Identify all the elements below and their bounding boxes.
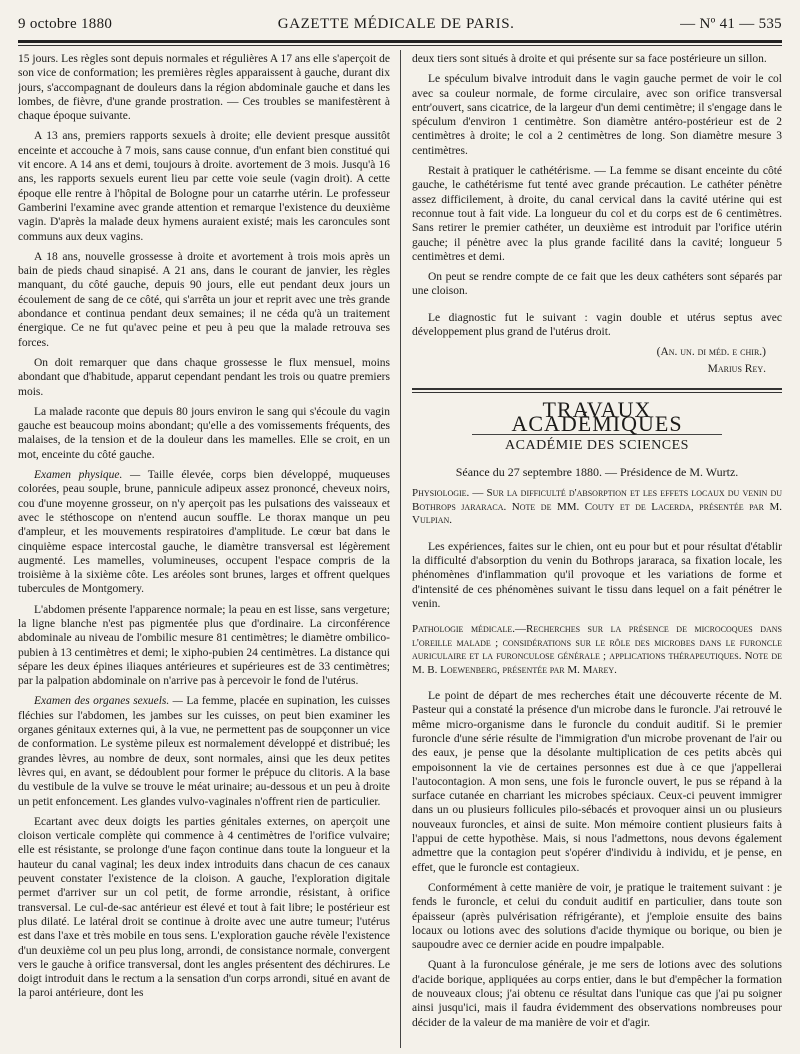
source-citation: (An. un. di méd. e chir.) bbox=[656, 346, 766, 359]
seance-line: Séance du 27 septembre 1880. — Présidence de M. Wurtz. bbox=[455, 464, 739, 479]
paragraph-text: La femme, placée en supination, les cuisses fléchies sur l'abdomen, les jambes sur les cuisses, on peut bien examiner les organes génitaux externes qui, à la vue, ne permettent pas de soupçonner un vice de conformation. Le système pileux est normalement développé et distribué; les grandes lèvres, au nombre de deux, sont normales, ainsi que les deux petites lèvres qui, en avant, se dédoublent pour former le prépuce du clitoris. A la base du vestibule de la vulve se trouve le méat urinaire; au-dessous et un peu à droite un petit enfoncement. Les glandes vulvo-vaginales n'offrent rien de particulier. bbox=[18, 695, 390, 808]
section-rule-thick bbox=[412, 388, 782, 390]
paragraph-text: Taille élevée, corps bien développé, muqueuses colorées, peau souple, brune, pannicule adipeux assez prononcé, cheveux noirs, cou d'une moyenne grosseur, on n'y aperçoit pas les pulsations des vaisseaux et avec le stéthoscope on n'entend aucun souffle. Le thorax manque un peu d'ampleur, et les mouvements respiratoires d'amplitude. Le cœur bat dans le cinquième espace intercostal gauche, le diamètre transversal est légèrement augmenté. Les mamelles, volumineuses, occupent l'espace compris de la troisième à la sixième côte. Les aréoles sont brunes, larges et offrent quelques tubercules de Montgomery. bbox=[18, 469, 390, 596]
author-signature: Marius Rey. bbox=[707, 362, 766, 375]
paragraph: La malade raconte que depuis 80 jours environ le sang qui s'écoule du vagin gauche est beaucoup moins abondant; qu'elle a des vomissements fréquents, des malaises, de la tension et de la douleur dans les mamelles. Elle se croit, en un mot, enceinte du côté gauche. bbox=[18, 405, 390, 461]
header-rule-thin bbox=[18, 45, 782, 46]
header-date: 9 octobre 1880 bbox=[18, 16, 113, 32]
header-page-number: — Nº 41 — 535 bbox=[680, 16, 782, 32]
section-subtitle: ACADÉMIE DES SCIENCES bbox=[505, 437, 689, 453]
paragraph: Conformément à cette manière de voir, je pratique le traitement suivant : je fends le furoncle, et celui du conduit auditif en particulier, dans toute son épaisseur (après pulvérisation réfrigérante), et j'emploie ensuite des bains locaux ou lotions avec des solutions d'acide thymique ou borique, ou bien je saupoudre avec ce dernier acide en poudre impalpable. bbox=[412, 881, 782, 952]
header-rule-thick bbox=[18, 40, 782, 43]
paragraph: deux tiers sont situés à droite et qui présente sur sa face postérieure un sillon. bbox=[412, 53, 767, 65]
section-rule-thin bbox=[412, 392, 782, 393]
paragraph: Quant à la furonculose générale, je me sers de lotions avec des solutions d'acide borique, appliquées au corps entier, dans le but d'empêcher la formation de nouveaux clous; j'ai obtenu ce résultat dans l'unique cas que j'ai pu soigner ainsi jusqu'ici, mais il faudra évidemment des observations nombreuses pour décider de la valeur de ma manière de voir et d'agir. bbox=[412, 959, 782, 1029]
section-title: TRAVAUX ACADÉMIQUES bbox=[472, 403, 722, 435]
paragraph: Restait à pratiquer le cathétérisme. — La femme se disant enceinte du côté gauche, le cathétérisme fut tenté avec grande précaution. Le cathéter pénètre assez difficilement, à droite, du canal cervical dans la cavité utérine qui est reconnue tout à fait vide. La longueur du col et du corps est de 6 centimètres. Sans retirer le premier cathéter, un deuxième est introduit par l'orifice utérin gauche; il pénètre avec la plus grande facilité dans la cavité; longueur 5 centimètres et demi. bbox=[412, 165, 782, 263]
paragraph: A 18 ans, nouvelle grossesse à droite et avortement à trois mois après un bain de pieds chaud sinapisé. A 21 ans, dans le courant de janvier, les règles manquant, du côté gauche, depuis 90 jours, elle eut pendant deux jours un écoulement de sang de ce côté, qui s'arrêta un jour et reprit avec une très grande abondance et continua pendant deux semaines; il ne céda qu'à un traitement énergique. Ce ne fut qu'avec peine et peu à peu que la malade retrouva ses forces. bbox=[18, 250, 390, 349]
left-column bbox=[18, 52, 390, 1046]
paragraph: 15 jours. Les règles sont depuis normales et régulières A 17 ans elle s'aperçoit de son vice de conformation; les premières règles apparaissent à gauche, durant dix jours, s'accompagnant de douleurs dans la région abdominale gauche et dans les lombes, de fièvre, d'une grande prostration. — Ces troubles se manifestèrent à chaque époque suivante. bbox=[18, 53, 390, 123]
paragraph: On doit remarquer que dans chaque grossesse le flux mensuel, moins abondant que d'habitude, apparut cependant pendant les trois ou quatre premiers mois. bbox=[18, 356, 390, 398]
run-in-heading: Examen des organes sexuels. — bbox=[34, 695, 183, 708]
paragraph: Ecartant avec deux doigts les parties génitales externes, on aperçoit une cloison verticale complète qui commence à 4 centimètres de l'orifice vulvaire; elle est résistante, se prolonge d'une façon continue dans toute la longueur et la hauteur du canal vaginal; les deux index introduits dans chacun de ces canaux peuvent constater l'existence de la cloison. A gauche, l'exploration digitale permet d'arriver sur un col petit, de forme arrondie, résistant, à orifice transversal. Le cul-de-sac antérieur est élevé et tout à fait libre; le postérieur est plus dilaté. Le latéral droit se continue à droite avec une autre tumeur; l'utérus est dans l'axe et très mobile en tous sens. L'exploration gauche révèle l'existence d'un deuxième col un peu plus long, arrondi, de consistance normale, convergent vers le gauche à orifice transversal, dont les angles présentent des déchirures. Le doigt introduit dans le rectum a la sensation d'un corps arrondi, situé en avant de la paroi antérieure, dont les bbox=[18, 815, 390, 1000]
right-column bbox=[412, 52, 782, 1046]
paragraph-exam-organes bbox=[18, 694, 390, 808]
entry-heading: Pathologie médicale.—Recherches sur la présence de microcoques dans l'oreille malade ; considérations sur le rôle des microbes dans le furoncle auriculaire et la furonculose générale ; applications thérapeutiques. Note de M. B. Loewenberg, présentée par M. Marey. bbox=[412, 623, 782, 676]
paragraph-exam-physique bbox=[18, 468, 390, 597]
paragraph: On peut se rendre compte de ce fait que les deux cathéters sont séparés par une cloison. bbox=[412, 271, 782, 298]
running-header bbox=[18, 16, 782, 38]
paragraph: L'abdomen présente l'apparence normale; la peau en est lisse, sans vergeture; la ligne blanche n'est pas pigmentée plus que d'ordinaire. La circonférence abdominale au niveau de l'ombilic mesure 81 centimètres; le diamètre ombilico-pubien à 13 centimètres et demi; le xipho-pubien 24 centimètres. La distance qui sépare les deux épines iliaques antérieures et supérieures est de 33 centimètres; par la palpation abdominale on n'arrive pas à percevoir le fond de l'utérus. bbox=[18, 603, 390, 688]
entry-heading: Physiologie. — Sur la difficulté d'absorption et les effets locaux du venin du Bothrops jararaca. Note de MM. Couty et de Lacerda, présentée par M. Vulpian. bbox=[412, 487, 782, 527]
paragraph: Les expériences, faites sur le chien, ont eu pour but et pour résultat d'établir la difficulté d'absorption du venin du Bothrops jararaca, sa fixation locale, les phénomènes d'inflammation qu'il provoque et les variations de forme et d'intensité de ces phénomènes suivant le tissu dans lequel on a fait pénétrer le venin. bbox=[412, 540, 782, 610]
paragraph: Le point de départ de mes recherches était une découverte récente de M. Pasteur qui a constaté la présence d'un microbe dans le furoncle. J'ai retrouvé le même micro-organisme dans le furoncle du conduit auditif. Si le premier furoncle d'une série résulte de l'immigration d'un microbe provenant de l'air ou des eaux, je pense que la désolante multiplication de ces petits abcès qui empoisonnent la vie de certaines personnes est due à ce que j'appellerai l'autocontagion. A mon sens, une fois le furoncle ouvert, le pus se répand à la surface cutanée en charriant les microbes spéciaux. Ceux-ci peuvent immigrer dans un ou plusieurs follicules pilo-sébacés et provoquer ainsi un ou plusieurs nouveaux furoncles, et ainsi de suite. Mon mémoire contient plusieurs faits à l'appui de cette hypothèse. Mais, si nous l'admettons, nous devons également admettre que la contagion peut s'opérer d'individu à individu, et je pense, en effet, que le furoncle est contagieux. bbox=[412, 690, 782, 874]
column-divider bbox=[400, 50, 401, 1048]
run-in-heading: Examen physique. — bbox=[34, 469, 141, 482]
header-title: GAZETTE MÉDICALE DE PARIS. bbox=[277, 16, 515, 32]
paragraph: A 13 ans, premiers rapports sexuels à droite; elle devient presque aussitôt enceinte et accouche à 7 mois, sans cause connue, d'un enfant bien constitué qui vit encore. A 14 ans et demi, toujours à droite. avortement de 3 mois. Jusqu'à 16 ans, les rapports sexuels eurent lieu par cette voie seule (vagin droit). A cette époque elle rentre à l'hôpital de Bologne pour un catarrhe utérin. Le professeur Gamberini l'examine avec grande attention et remarque l'existence du deuxième vagin. D'après la malade deux hymens auraient existé; mais les caroncules sont communs aux deux vagins. bbox=[18, 130, 390, 243]
diagnosis-paragraph: Le diagnostic fut le suivant : vagin double et utérus septus avec développement plus grand de l'utérus droit. bbox=[412, 311, 782, 339]
paragraph: Le spéculum bivalve introduit dans le vagin gauche permet de voir le col avec sa couleur normale, de forme circulaire, avec son orifice transversal entr'ouvert, sans cicatrice, de la largeur d'un demi centimètre; il s'engage dans le spéculum d'environ 1 centimètre. Son diamètre antéro-postérieur est de 2 centimètres à droite; le col a 2 centimètres de long. Son diamètre mesure 3 centimètres. bbox=[412, 73, 782, 157]
